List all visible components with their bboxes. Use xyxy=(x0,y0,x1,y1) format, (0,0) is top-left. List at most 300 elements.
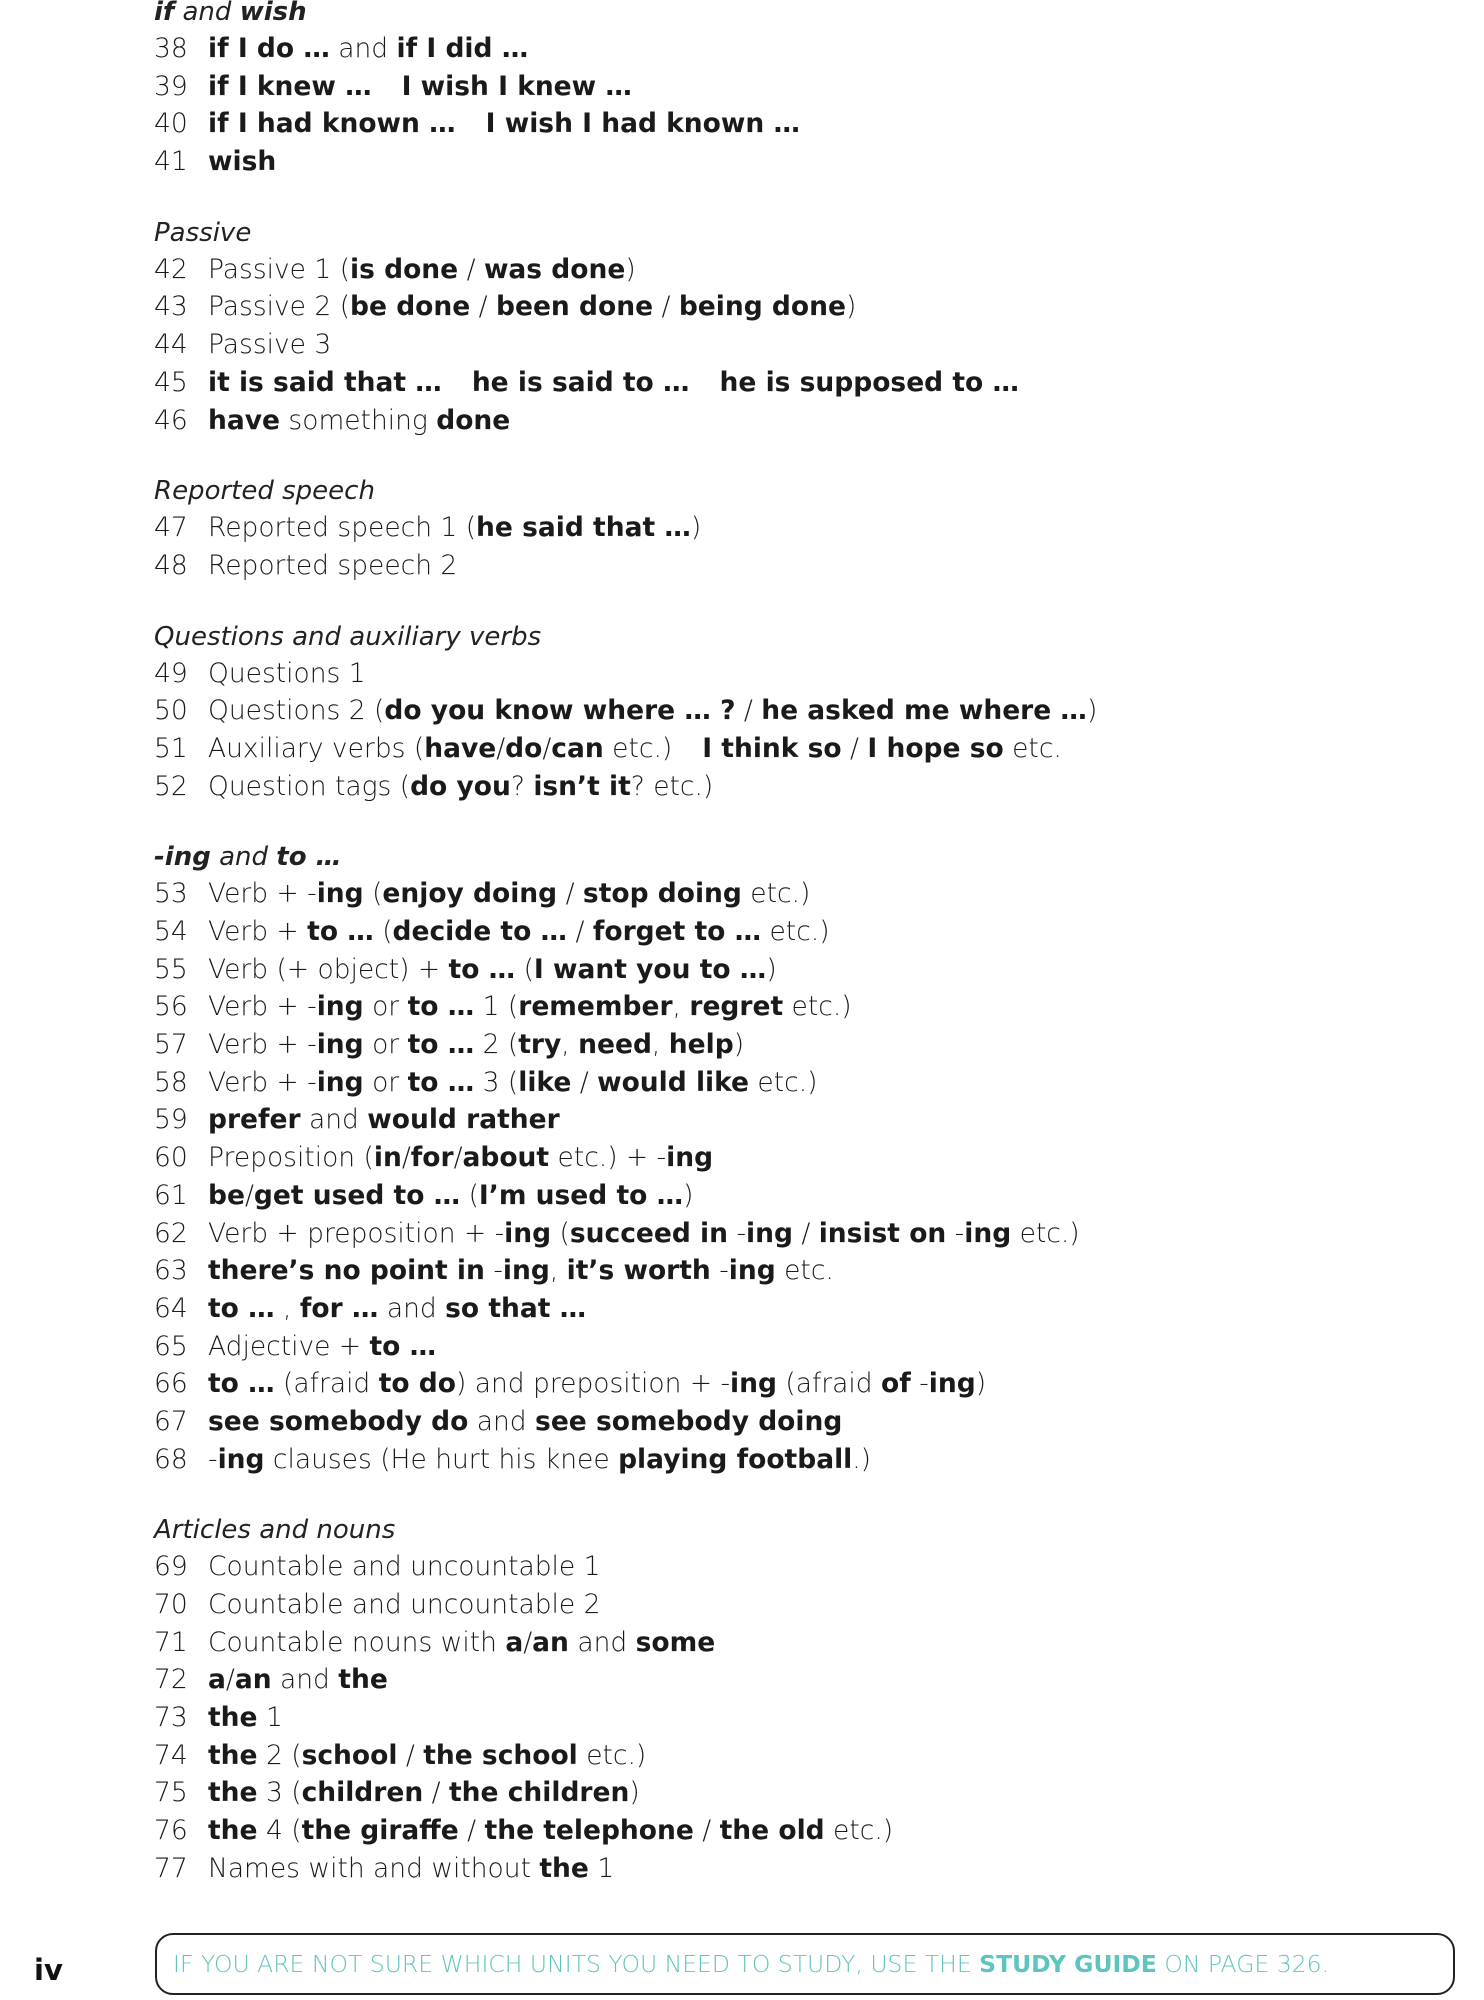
section xyxy=(154,619,1454,806)
section-heading xyxy=(154,619,1454,655)
unit-title-part: the xyxy=(208,1815,258,1847)
unit-title-part: / xyxy=(470,291,497,323)
unit-title-part: the xyxy=(539,1852,589,1884)
unit-title-part: etc.) xyxy=(783,991,852,1023)
unit-title-part: / xyxy=(401,1142,411,1174)
unit-number: 60 xyxy=(154,1142,188,1174)
unit-title-part: (afraid xyxy=(274,1368,379,1400)
unit-number: 56 xyxy=(154,991,188,1023)
unit-title-part: he asked me where … xyxy=(761,695,1087,727)
unit-entry[interactable] xyxy=(154,768,1454,806)
unit-entry[interactable] xyxy=(154,1441,1454,1479)
unit-title-part: - xyxy=(910,1368,929,1400)
unit-title-part: it is said that … xyxy=(208,366,442,398)
unit-number: 69 xyxy=(154,1551,188,1583)
section xyxy=(154,0,1454,181)
unit-title-part: - xyxy=(728,1217,747,1249)
unit-entry[interactable] xyxy=(154,951,1454,989)
unit-title-part: / xyxy=(653,291,679,323)
unit-title-part: would rather xyxy=(367,1104,560,1136)
unit-number: 71 xyxy=(154,1626,188,1658)
unit-title-part: / xyxy=(557,878,583,910)
unit-title-part: etc. xyxy=(1003,732,1062,764)
unit-title-part: a xyxy=(505,1626,524,1658)
unit-title-part: to … xyxy=(307,916,374,947)
unit-title-part: Adjective + xyxy=(208,1330,370,1362)
unit-entry[interactable] xyxy=(154,1139,1454,1177)
unit-title-part: he said that … xyxy=(476,512,691,544)
unit-title-part: / xyxy=(244,1179,254,1211)
unit-title-part: / xyxy=(453,1142,463,1174)
unit-title-part: being done xyxy=(678,291,846,323)
unit-number: 62 xyxy=(154,1217,188,1249)
unit-entry[interactable] xyxy=(154,402,1454,440)
unit-title-part: , xyxy=(672,991,690,1023)
unit-number: 55 xyxy=(154,953,188,985)
unit-title-part: he is said to … xyxy=(471,366,690,398)
unit-title-part: etc.) xyxy=(1011,1217,1080,1249)
unit-title-part: to … xyxy=(407,1066,475,1098)
unit-title-part: I think so xyxy=(702,732,842,764)
unit-title-part: of xyxy=(881,1368,911,1400)
unit-title-part: to do xyxy=(378,1368,456,1400)
unit-entry[interactable] xyxy=(154,1026,1454,1064)
unit-title-part: / xyxy=(567,916,593,947)
unit-title-part: etc.) xyxy=(741,878,811,910)
unit-title-part: an xyxy=(234,1664,272,1696)
unit-title-part: etc.) xyxy=(761,916,830,947)
unit-title-part: ) xyxy=(766,953,777,985)
unit-title-part: ( xyxy=(551,1217,570,1249)
unit-title-part: the telephone xyxy=(484,1815,694,1847)
unit-entry[interactable] xyxy=(154,1403,1454,1441)
unit-title-part: ing xyxy=(316,1029,364,1061)
unit-title-part: ( xyxy=(363,878,383,910)
unit-entry[interactable] xyxy=(154,913,1454,951)
unit-number: 58 xyxy=(154,1066,188,1098)
unit-number: 47 xyxy=(154,512,188,544)
unit-title-part: it’s worth xyxy=(566,1255,711,1287)
unit-number: 46 xyxy=(154,404,188,436)
unit-title-part: Verb + - xyxy=(208,878,317,910)
unit-entry[interactable] xyxy=(154,143,1454,181)
unit-title-part: ( xyxy=(460,1179,479,1211)
section-heading xyxy=(154,0,1454,30)
unit-title-part: the giraffe xyxy=(301,1815,459,1847)
unit-title-part: about xyxy=(462,1142,550,1174)
unit-title-part: / xyxy=(841,732,868,764)
unit-title-part: insist on xyxy=(818,1217,947,1249)
unit-title-part: if I do … xyxy=(208,33,330,64)
unit-entry[interactable] xyxy=(154,1215,1454,1253)
unit-title-part: and xyxy=(300,1104,368,1136)
unit-title-part: to … xyxy=(448,953,516,985)
unit-title-part: Verb + - xyxy=(208,1066,317,1098)
unit-title-part: something xyxy=(280,404,437,436)
unit-title-part: and xyxy=(468,1405,536,1437)
unit-title-part: ) xyxy=(733,1029,745,1061)
study-guide-note xyxy=(155,1933,1455,1995)
unit-number: 61 xyxy=(154,1179,188,1211)
unit-entry[interactable] xyxy=(154,364,1454,402)
unit-title-part: 3 ( xyxy=(474,1066,519,1098)
unit-title-part: forget to … xyxy=(592,916,762,947)
unit-title-part: ) xyxy=(690,512,702,544)
unit-entry[interactable] xyxy=(154,1101,1454,1139)
unit-title-part: if I had known … xyxy=(208,108,456,140)
unit-title-part: regret xyxy=(689,991,784,1023)
unit-entry[interactable] xyxy=(154,1661,1454,1699)
unit-title-part: ) xyxy=(845,291,857,323)
unit-number: 49 xyxy=(154,657,188,689)
unit-entry[interactable] xyxy=(154,1699,1454,1737)
heading-part: Reported speech xyxy=(154,476,375,507)
unit-title-part: like xyxy=(518,1066,572,1098)
unit-entry[interactable] xyxy=(154,1064,1454,1102)
unit-title-part: ( xyxy=(515,953,534,985)
unit-title-part: etc.) xyxy=(749,1066,818,1098)
unit-title-part: have xyxy=(208,404,280,436)
unit-title-part: Passive 3 xyxy=(208,329,332,361)
unit-title-part: I hope so xyxy=(867,732,1004,764)
unit-title-part: etc.) xyxy=(577,1739,647,1771)
unit-number: 41 xyxy=(154,146,188,178)
unit-title-part: the xyxy=(208,1702,258,1734)
unit-title-part: there’s no point in xyxy=(208,1255,485,1287)
unit-title-part: get used to … xyxy=(253,1179,461,1211)
unit-title-part: - xyxy=(710,1255,729,1287)
unit-title-part: some xyxy=(635,1626,716,1658)
unit-title-part: or xyxy=(363,991,408,1023)
unit-title-part: ing xyxy=(730,1368,777,1400)
heading-part: if xyxy=(154,0,175,27)
unit-title-part: for xyxy=(410,1142,454,1174)
unit-title-part: ing xyxy=(316,1066,364,1098)
unit-number: 63 xyxy=(154,1255,188,1287)
unit-number: 73 xyxy=(154,1702,188,1734)
study-guide-link[interactable]: STUDY GUIDE xyxy=(979,1950,1157,1978)
unit-entry[interactable] xyxy=(154,1812,1454,1850)
unit-title-part: help xyxy=(668,1029,734,1061)
unit-entry[interactable] xyxy=(154,547,1454,585)
section-heading xyxy=(154,1512,1454,1548)
unit-number: 52 xyxy=(154,770,188,802)
unit-number: 50 xyxy=(154,695,188,727)
unit-title-part: in xyxy=(373,1142,402,1174)
unit-title-part: the xyxy=(208,1739,258,1771)
unit-entry[interactable] xyxy=(154,326,1454,364)
unit-entry[interactable] xyxy=(154,1365,1454,1403)
unit-entry[interactable] xyxy=(154,1177,1454,1215)
unit-title-part: Verb + - xyxy=(208,991,317,1023)
unit-title-part: the xyxy=(208,1777,258,1809)
unit-title-part: / xyxy=(571,1066,598,1098)
section-heading xyxy=(154,839,1454,875)
unit-title-part: stop doing xyxy=(582,878,742,910)
unit-title-part: 4 ( xyxy=(257,1815,302,1847)
unit-number: 51 xyxy=(154,732,188,764)
unit-number: 70 xyxy=(154,1589,188,1620)
unit-title-part: etc. xyxy=(775,1255,834,1287)
unit-title-part: try xyxy=(518,1029,562,1061)
heading-part: wish xyxy=(239,0,307,27)
unit-title-part: to … xyxy=(407,991,475,1023)
unit-title-part: do xyxy=(505,732,543,764)
unit-title-part: Verb + xyxy=(208,916,308,947)
unit-title-part: .) xyxy=(852,1443,872,1475)
unit-title-part: ing xyxy=(964,1217,1012,1249)
unit-title-part: ) xyxy=(975,1368,987,1400)
unit-title-part: / xyxy=(397,1739,424,1771)
unit-title-part: ? etc.) xyxy=(630,770,714,802)
unit-title-part: Names with and without xyxy=(208,1852,540,1884)
unit-title-part: ) xyxy=(629,1777,640,1809)
unit-number: 75 xyxy=(154,1777,188,1809)
unit-title-part: prefer xyxy=(208,1104,301,1136)
unit-title-part: Verb + preposition + - xyxy=(208,1217,505,1249)
unit-title-part: / xyxy=(496,732,506,764)
unit-title-part: Auxiliary verbs ( xyxy=(208,732,425,764)
study-note-page: ON PAGE 326. xyxy=(1156,1950,1330,1978)
unit-title-part: - xyxy=(946,1217,965,1249)
unit-title-part: , xyxy=(549,1255,567,1287)
unit-title-part: / xyxy=(458,253,484,285)
unit-title-part: ing xyxy=(666,1142,714,1174)
unit-number: 74 xyxy=(154,1739,188,1771)
unit-title-part: is done xyxy=(350,253,459,285)
unit-title-part: etc.) xyxy=(824,1815,894,1847)
unit-title-part: / xyxy=(423,1777,449,1809)
unit-entry[interactable] xyxy=(154,655,1454,693)
unit-title-part: ing xyxy=(728,1255,776,1287)
unit-title-part: Reported speech 1 ( xyxy=(208,512,477,544)
unit-title-part: a xyxy=(208,1664,226,1696)
heading-part: Articles and nouns xyxy=(154,1515,396,1546)
unit-title-part: Question tags ( xyxy=(208,770,411,802)
unit-title-part: to … xyxy=(407,1029,475,1061)
unit-title-part: done xyxy=(436,404,511,436)
unit-title-part: or xyxy=(363,1066,408,1098)
unit-entry[interactable] xyxy=(154,1548,1454,1586)
unit-title-part: and xyxy=(329,33,397,64)
unit-title-part: have xyxy=(424,732,497,764)
unit-title-part: decide to … xyxy=(392,916,568,947)
unit-title-part: to … xyxy=(208,1292,275,1324)
unit-entry[interactable] xyxy=(154,251,1454,289)
unit-title-part: do you know where … ? xyxy=(384,695,736,727)
unit-title-part: the xyxy=(338,1664,388,1696)
unit-title-part: Passive 1 ( xyxy=(208,253,351,285)
unit-title-part: ) xyxy=(1086,695,1098,727)
unit-entry[interactable] xyxy=(154,988,1454,1026)
unit-number: 68 xyxy=(154,1443,188,1475)
unit-number: 66 xyxy=(154,1368,188,1400)
unit-number: 44 xyxy=(154,329,188,361)
unit-title-part: children xyxy=(301,1777,424,1809)
unit-title-part: Countable nouns with xyxy=(208,1626,506,1658)
heading-part: to … xyxy=(276,842,342,873)
unit-title-part: if I did … xyxy=(396,33,529,64)
heading-part: and xyxy=(210,842,277,873)
unit-title-part: if I knew … xyxy=(208,70,372,102)
study-note-text: IF YOU ARE NOT SURE WHICH UNITS YOU NEED TO STUDY, USE THE xyxy=(173,1950,980,1978)
unit-entry[interactable] xyxy=(154,1328,1454,1366)
unit-entry[interactable] xyxy=(154,509,1454,547)
unit-entry[interactable] xyxy=(154,30,1454,68)
unit-title-part: (afraid xyxy=(776,1368,882,1400)
section xyxy=(154,473,1454,584)
unit-title-part: and xyxy=(271,1664,339,1696)
unit-title-part: ? xyxy=(510,770,534,802)
unit-title-part: / xyxy=(225,1664,235,1696)
unit-number: 67 xyxy=(154,1405,188,1437)
unit-number: 53 xyxy=(154,878,188,910)
unit-title-part: 2 ( xyxy=(474,1029,519,1061)
unit-title-part: to … xyxy=(369,1330,437,1362)
unit-entry[interactable] xyxy=(154,875,1454,913)
unit-title-part: Passive 2 ( xyxy=(208,291,351,323)
unit-title-part: 3 ( xyxy=(257,1777,302,1809)
unit-title-part: the school xyxy=(423,1739,578,1771)
unit-number: 45 xyxy=(154,366,188,398)
unit-title-part: ) xyxy=(625,253,636,285)
unit-title-part: , xyxy=(651,1029,669,1061)
unit-entry[interactable] xyxy=(154,105,1454,143)
unit-number: 65 xyxy=(154,1330,188,1362)
section-heading xyxy=(154,473,1454,509)
unit-title-part: I want you to … xyxy=(533,953,767,985)
unit-number: 57 xyxy=(154,1029,188,1061)
unit-title-part: or xyxy=(363,1029,408,1061)
unit-title-part: do you xyxy=(410,770,511,802)
section xyxy=(154,1512,1454,1887)
heading-part: and xyxy=(174,0,240,27)
unit-title-part: / xyxy=(693,1815,720,1847)
unit-title-part: Countable and uncountable 2 xyxy=(208,1589,601,1620)
unit-title-part: an xyxy=(532,1626,569,1658)
unit-title-part: ) and preposition + - xyxy=(455,1368,731,1400)
unit-title-part: wish xyxy=(208,146,277,178)
unit-title-part: ing xyxy=(316,991,364,1023)
unit-number: 43 xyxy=(154,291,188,323)
unit-title-part: and xyxy=(568,1626,636,1658)
unit-title-part: Verb + - xyxy=(208,1029,317,1061)
unit-title-part: 1 xyxy=(588,1852,615,1884)
heading-part: Passive xyxy=(154,217,252,248)
unit-title-part: ing xyxy=(928,1368,976,1400)
unit-title-part: he is supposed to … xyxy=(719,366,1019,398)
unit-entry[interactable] xyxy=(154,1774,1454,1812)
unit-title-part: be xyxy=(208,1179,245,1211)
unit-title-part: be done xyxy=(350,291,471,323)
unit-entry[interactable] xyxy=(154,1290,1454,1328)
unit-title-part: Countable and uncountable 1 xyxy=(208,1551,601,1583)
unit-title-part: remember xyxy=(518,991,673,1023)
unit-title-part: ) xyxy=(683,1179,694,1211)
unit-title-part: ing xyxy=(502,1255,550,1287)
unit-title-part: - xyxy=(484,1255,503,1287)
contents-list xyxy=(154,0,1454,1888)
unit-entry[interactable] xyxy=(154,692,1454,730)
heading-part: Questions and auxiliary verbs xyxy=(154,621,542,652)
unit-title-part: Reported speech 2 xyxy=(208,549,458,581)
unit-title-part: so that … xyxy=(445,1292,587,1324)
unit-entry[interactable] xyxy=(154,1850,1454,1888)
unit-title-part: - xyxy=(208,1443,218,1475)
unit-title-part: Questions 2 ( xyxy=(208,695,385,727)
unit-entry[interactable] xyxy=(154,68,1454,106)
section xyxy=(154,215,1454,439)
unit-title-part: ing xyxy=(217,1443,265,1475)
unit-title-part: need xyxy=(578,1029,652,1061)
unit-title-part: etc.) xyxy=(603,732,673,764)
unit-title-part: ( xyxy=(373,916,393,947)
unit-entry[interactable] xyxy=(154,288,1454,326)
unit-title-part: would like xyxy=(597,1066,749,1098)
unit-number: 64 xyxy=(154,1292,188,1324)
unit-title-part: can xyxy=(551,732,604,764)
unit-title-part: / xyxy=(458,1815,485,1847)
unit-title-part: I wish I knew … xyxy=(401,70,632,102)
unit-title-part: been done xyxy=(496,291,654,323)
unit-title-part: etc.) + - xyxy=(549,1142,667,1174)
unit-entry[interactable] xyxy=(154,1737,1454,1775)
unit-title-part: 1 xyxy=(257,1702,283,1734)
page-number: iv xyxy=(34,1953,63,1987)
unit-title-part: and xyxy=(378,1292,446,1324)
unit-title-part: playing football xyxy=(618,1443,853,1475)
unit-title-part: 2 ( xyxy=(257,1739,302,1771)
unit-title-part: for … xyxy=(299,1292,379,1324)
unit-title-part: isn’t it xyxy=(533,770,631,802)
section xyxy=(154,839,1454,1478)
unit-number: 54 xyxy=(154,916,188,947)
unit-title-part: enjoy doing xyxy=(382,878,558,910)
unit-title-part: / xyxy=(735,695,762,727)
unit-entry[interactable] xyxy=(154,1252,1454,1290)
unit-title-part: clauses (He hurt his knee xyxy=(264,1443,619,1475)
unit-title-part: / xyxy=(542,732,552,764)
unit-number: 38 xyxy=(154,33,188,64)
unit-number: 72 xyxy=(154,1664,188,1696)
unit-number: 42 xyxy=(154,253,188,285)
unit-entry[interactable] xyxy=(154,730,1454,768)
unit-number: 48 xyxy=(154,549,188,581)
unit-title-part: I wish I had known … xyxy=(485,108,800,140)
unit-title-part: / xyxy=(523,1626,533,1658)
unit-title-part: school xyxy=(301,1739,398,1771)
unit-number: 59 xyxy=(154,1104,188,1136)
unit-title-part: was done xyxy=(483,253,626,285)
unit-number: 40 xyxy=(154,108,188,140)
unit-title-part: to … xyxy=(208,1368,275,1400)
unit-title-part: , xyxy=(561,1029,579,1061)
unit-title-part: ing xyxy=(316,878,364,910)
unit-entry[interactable] xyxy=(154,1586,1454,1624)
unit-title-part: the children xyxy=(448,1777,630,1809)
unit-number: 77 xyxy=(154,1852,188,1884)
unit-entry[interactable] xyxy=(154,1624,1454,1662)
unit-title-part: see somebody doing xyxy=(535,1405,843,1437)
unit-title-part: Questions 1 xyxy=(208,657,366,689)
unit-title-part: I’m used to … xyxy=(478,1179,684,1211)
unit-title-part: ing xyxy=(746,1217,793,1249)
unit-title-part: ing xyxy=(504,1217,552,1249)
unit-title-part: Preposition ( xyxy=(208,1142,374,1174)
unit-number: 39 xyxy=(154,70,188,102)
unit-title-part: the old xyxy=(719,1815,825,1847)
unit-number: 76 xyxy=(154,1815,188,1847)
